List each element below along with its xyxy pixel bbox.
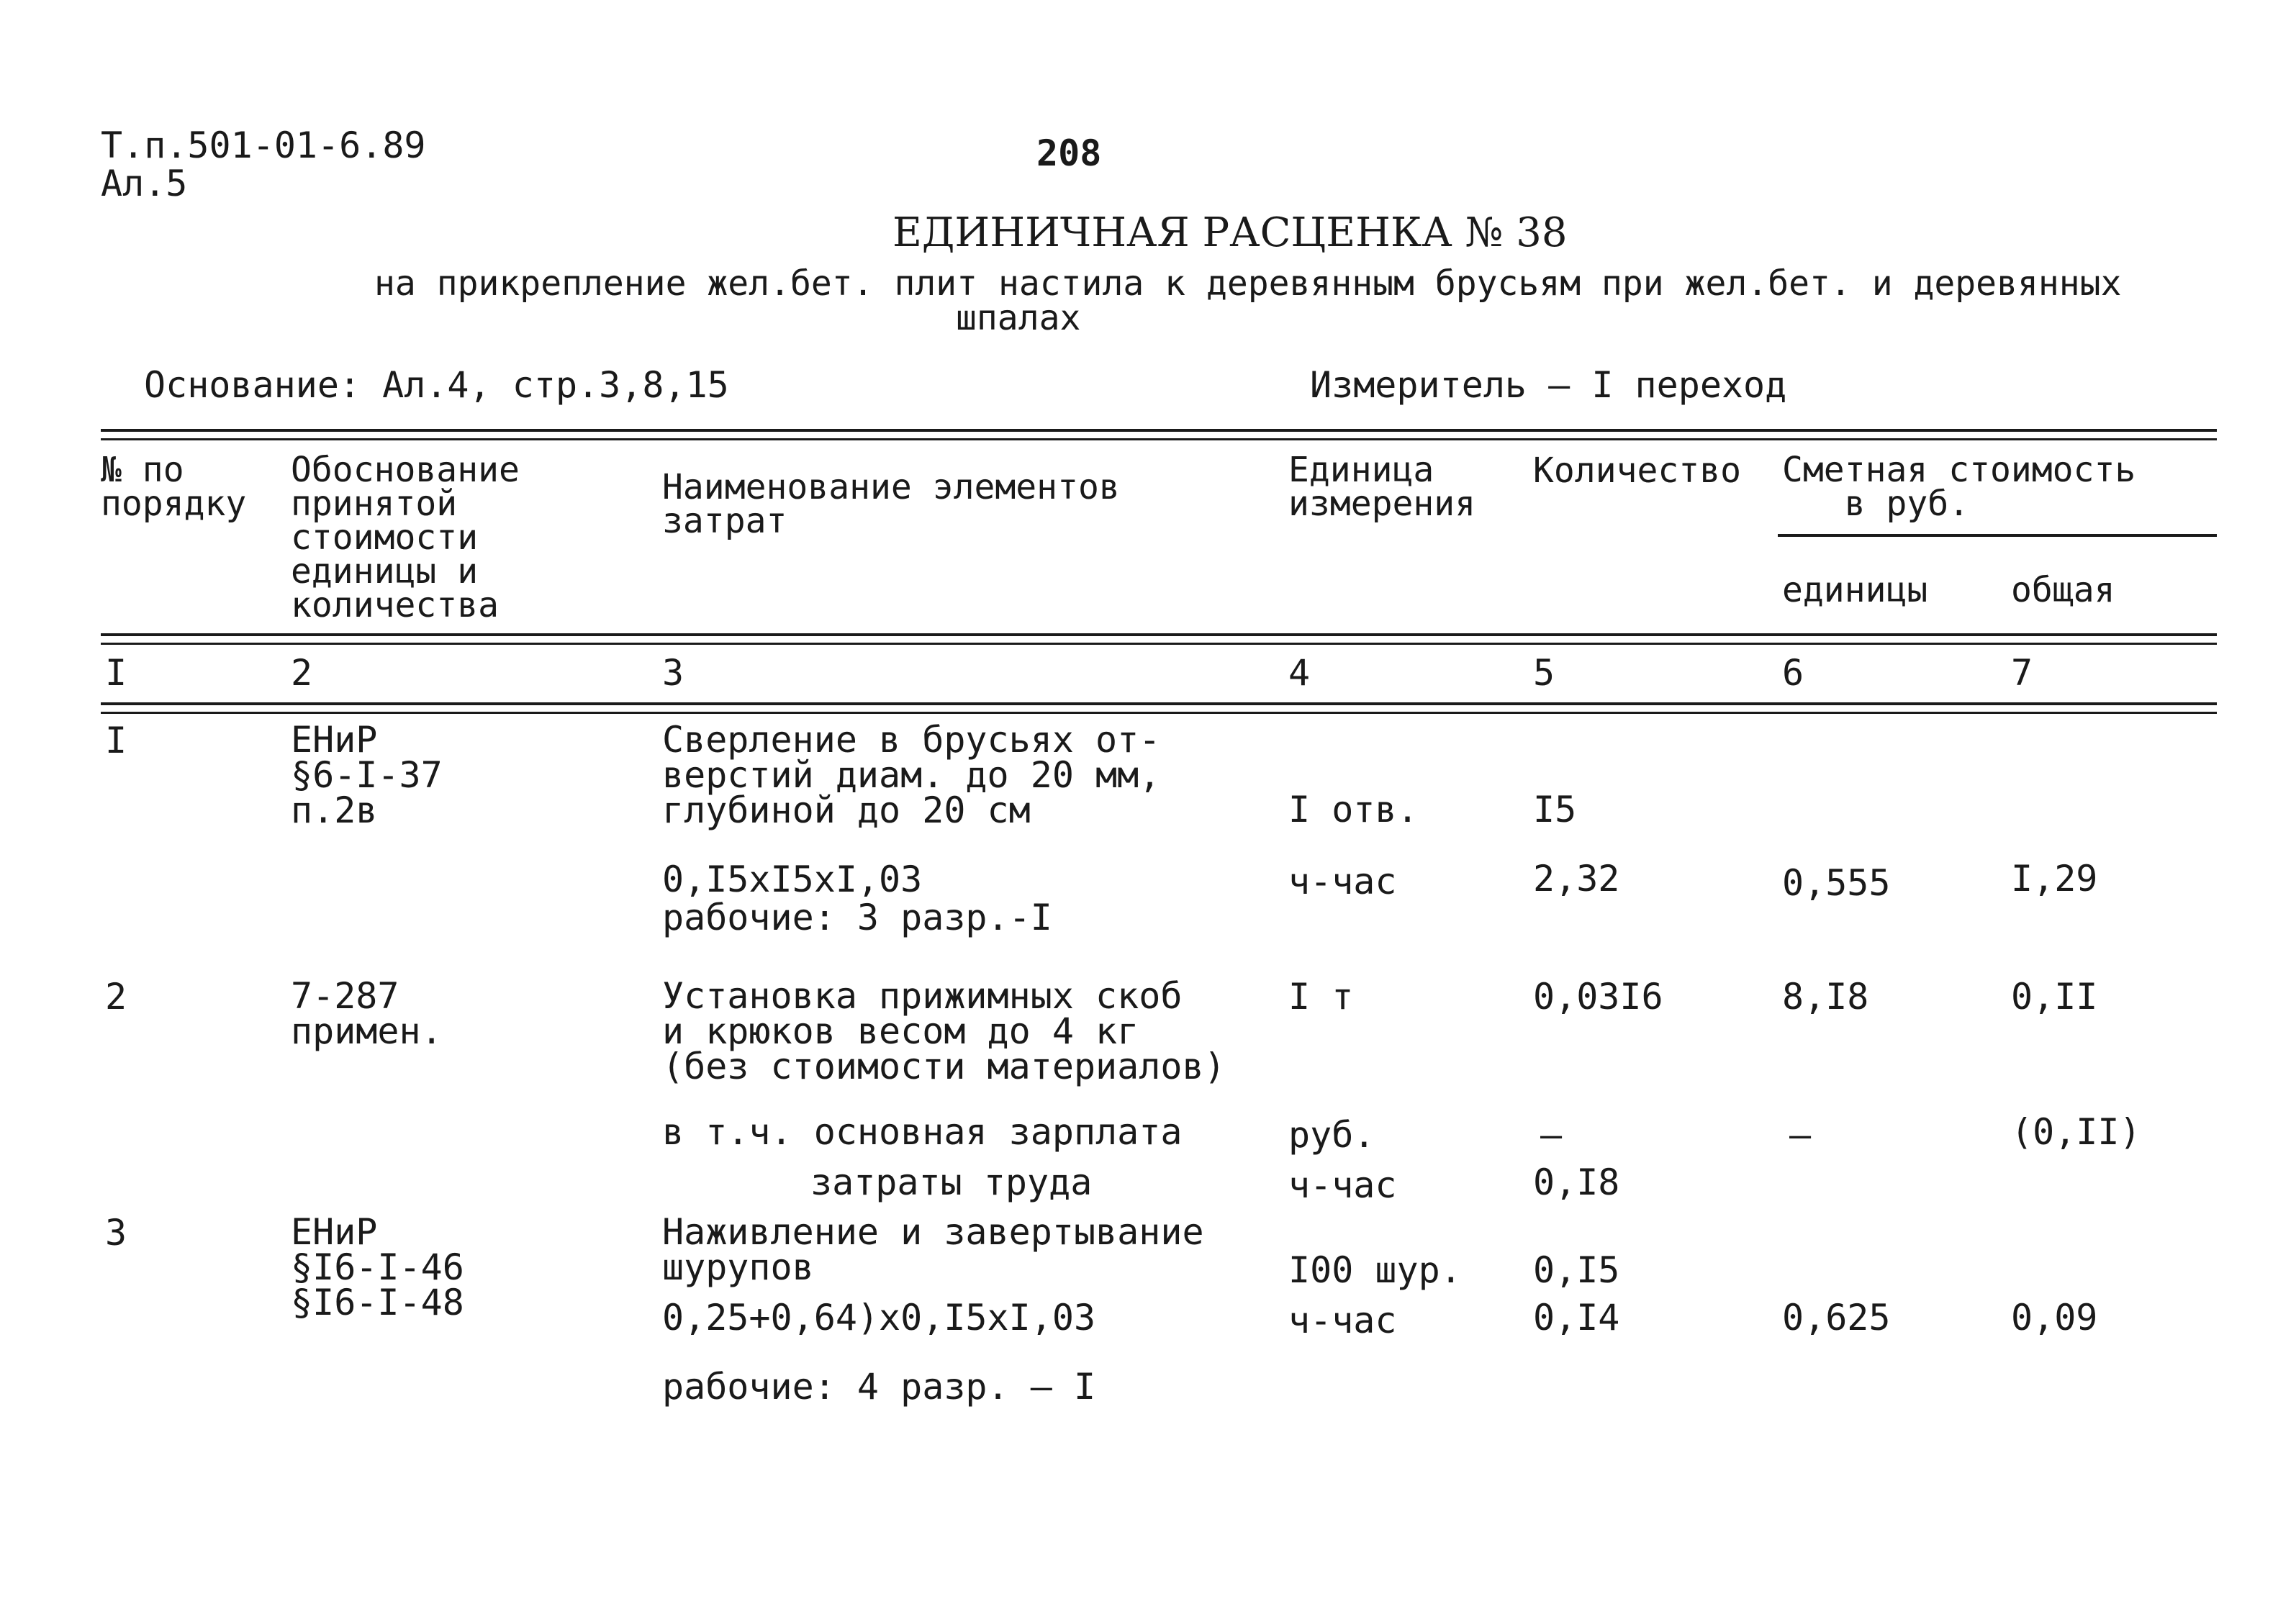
meter-line: Измеритель – I переход bbox=[1310, 364, 1787, 406]
row-2-wage-label: в т.ч. основная зарплата bbox=[662, 1111, 1183, 1153]
column-number-2: 2 bbox=[291, 652, 313, 694]
row-3-formula-quantity: 0,I4 bbox=[1533, 1297, 1620, 1339]
row-2-wage-total: (0,II) bbox=[2011, 1111, 2141, 1153]
row-1-formula: 0,I5xI5xI,03 рабочие: 3 разр.-I bbox=[662, 859, 1052, 938]
row-2-labor-quantity: 0,I8 bbox=[1533, 1161, 1620, 1203]
row-3-total: 0,09 bbox=[2011, 1297, 2098, 1339]
row-2-number: 2 bbox=[105, 976, 127, 1018]
row-3-unit-cost: 0,625 bbox=[1782, 1297, 1891, 1339]
row-1-total: I,29 bbox=[2011, 858, 2098, 900]
header-unit-cost: единицы bbox=[1782, 570, 1928, 610]
header-cost-item: Наименование элементов затрат bbox=[662, 467, 1120, 542]
header-unit: Единица измерения bbox=[1288, 450, 1476, 525]
row-2-labor-label: затраты труда bbox=[810, 1161, 1093, 1203]
header-total-cost: общая bbox=[2011, 570, 2115, 610]
cost-header-rule bbox=[1778, 534, 2217, 537]
header-bottom-rule bbox=[101, 633, 2217, 645]
row-1-unit: I отв. bbox=[1288, 789, 1419, 830]
row-3-formula: 0,25+0,64)x0,I5xI,03 bbox=[662, 1297, 1096, 1339]
page-subtitle-continued: шпалах bbox=[956, 298, 1081, 338]
row-3-basis: ЕНиР §I6-I-46 §I6-I-48 bbox=[291, 1211, 464, 1323]
document-code: Т.п.501-01-6.89 bbox=[101, 124, 426, 166]
header-basis: Обоснование принятой стоимости единицы и количества bbox=[291, 450, 520, 626]
row-1-basis: ЕНиР §6-I-37 п.2в bbox=[291, 719, 443, 831]
column-number-1: I bbox=[105, 652, 127, 694]
row-2-total: 0,II bbox=[2011, 976, 2098, 1018]
row-3-workers: рабочие: 4 разр. – I bbox=[662, 1366, 1096, 1408]
row-2-cost-item: Установка прижимных скоб и крюков весом до 4 кг (без стоимости материалов) bbox=[662, 975, 1226, 1087]
row-1-formula-quantity: 2,32 bbox=[1533, 858, 1620, 900]
basis-line: Основание: Ал.4, стр.3,8,15 bbox=[144, 364, 729, 406]
row-3-unit: I00 шур. bbox=[1288, 1249, 1462, 1291]
row-3-quantity: 0,I5 bbox=[1533, 1249, 1620, 1291]
row-2-unit-cost: 8,I8 bbox=[1782, 976, 1869, 1018]
column-number-4: 4 bbox=[1288, 652, 1311, 694]
row-1-formula-unit: ч-час bbox=[1288, 861, 1397, 902]
row-2-basis: 7-287 примен. bbox=[291, 975, 443, 1052]
header-quantity: Количество bbox=[1533, 450, 1741, 491]
row-1-quantity: I5 bbox=[1533, 789, 1577, 830]
column-number-3: 3 bbox=[662, 652, 684, 694]
page-number: 208 bbox=[1036, 132, 1102, 174]
row-3-cost-item: Наживление и завертывание шурупов bbox=[662, 1211, 1204, 1288]
table-top-rule bbox=[101, 429, 2217, 440]
page-title: ЕДИНИЧНАЯ РАСЦЕНКА № 38 bbox=[892, 209, 1568, 256]
page-subtitle: на прикрепление жел.бет. плит настила к деревянным брусьям при жел.бет. и деревянных bbox=[374, 263, 2122, 304]
album-number: Ал.5 bbox=[101, 163, 188, 204]
column-number-6: 6 bbox=[1782, 652, 1804, 694]
row-1-number: I bbox=[105, 720, 127, 761]
row-2-labor-unit: ч-час bbox=[1288, 1164, 1397, 1206]
column-number-7: 7 bbox=[2011, 652, 2033, 694]
row-1-cost-item: Сверление в брусьях от- верстий диам. до 20 мм, глубиной до 20 см bbox=[662, 719, 1161, 831]
row-2-wage-unit: руб. bbox=[1288, 1114, 1375, 1156]
column-number-5: 5 bbox=[1533, 652, 1555, 694]
row-1-unit-cost: 0,555 bbox=[1782, 862, 1891, 904]
header-row-number: № по порядку bbox=[101, 450, 247, 525]
row-3-formula-unit: ч-час bbox=[1288, 1300, 1397, 1341]
row-2-quantity: 0,03I6 bbox=[1533, 976, 1663, 1018]
row-2-wage-unit-cost: – bbox=[1789, 1114, 1812, 1156]
column-numbers-rule bbox=[101, 702, 2217, 714]
row-2-unit: I т bbox=[1288, 976, 1354, 1018]
row-2-wage-quantity: – bbox=[1540, 1114, 1563, 1156]
header-estimated-cost: Сметная стоимость в руб. bbox=[1782, 450, 2136, 525]
row-3-number: 3 bbox=[105, 1212, 127, 1254]
